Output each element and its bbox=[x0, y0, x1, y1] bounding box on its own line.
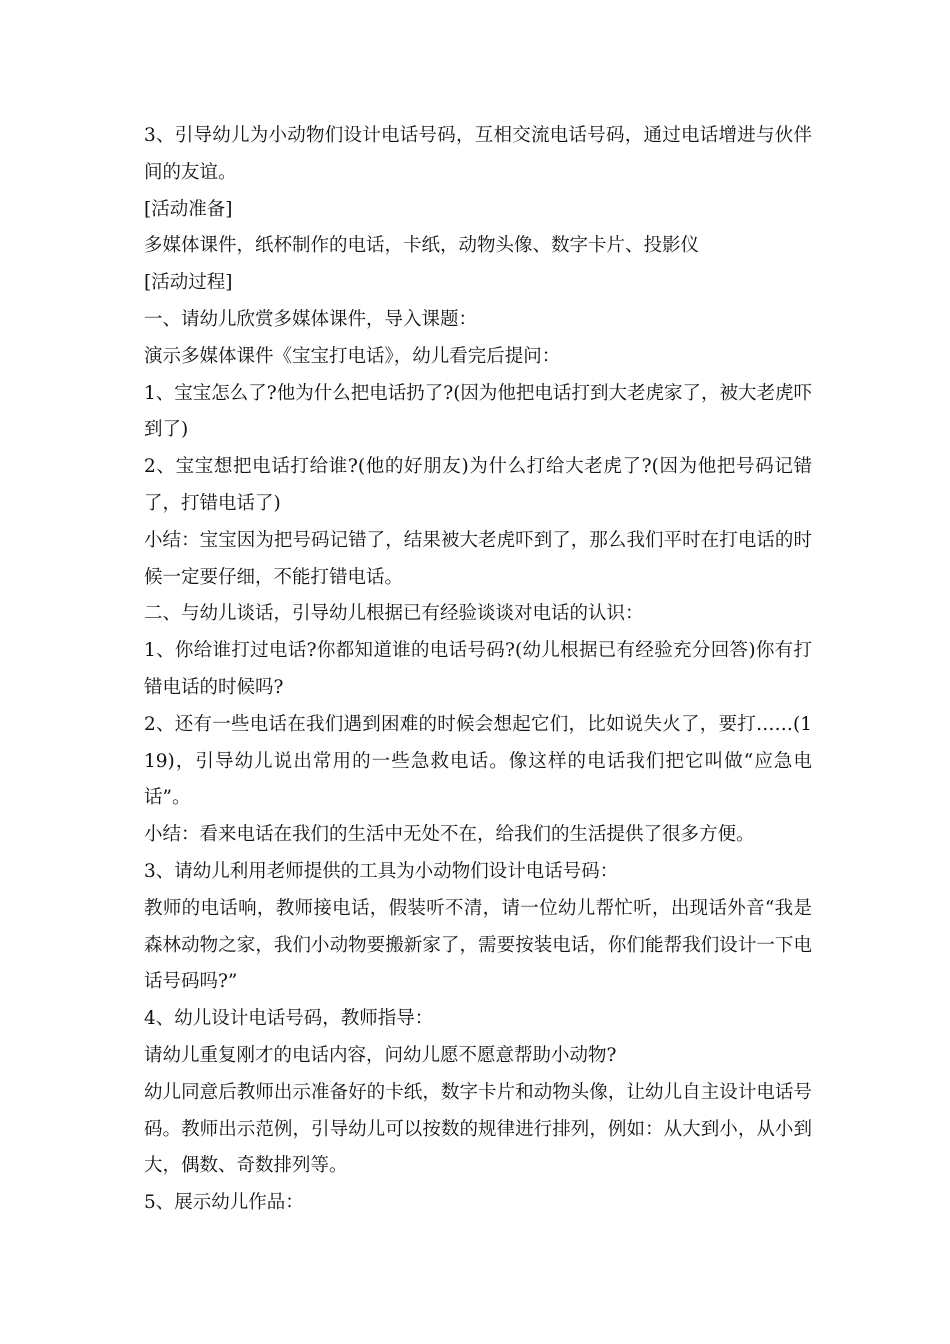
paragraph-materials: 多媒体课件，纸杯制作的电话，卡纸，动物头像、数字卡片、投影仪 bbox=[144, 235, 700, 257]
paragraph-step-1-heading: 一、请幼儿欣赏多媒体课件，导入课题： bbox=[144, 308, 478, 330]
paragraph-design-instructions: 幼儿同意后教师出示准备好的卡纸，数字卡片和动物头像，让幼儿自主设计电话号码。教师出示范例，引导幼儿可以按数的规律进行排列，例如：从大到小，从小到大，偶数、奇数排列等。 bbox=[144, 1081, 812, 1177]
section-heading-process: [活动过程] bbox=[144, 272, 233, 294]
paragraph-step-2-heading: 二、与幼儿谈话，引导幼儿根据已有经验谈谈对电话的认识： bbox=[144, 603, 644, 625]
paragraph-talk-1: 1、你给谁打过电话?你都知道谁的电话号码?(幼儿根据已有经验充分回答)你有打错电话的时候吗? bbox=[144, 640, 812, 698]
paragraph-summary-2: 小结：看来电话在我们的生活中无处不在，给我们的生活提供了很多方便。 bbox=[144, 824, 755, 846]
paragraph-step-1-intro: 演示多媒体课件《宝宝打电话》，幼儿看完后提问： bbox=[144, 345, 561, 367]
paragraph-step-3-heading: 3、请幼儿利用老师提供的工具为小动物们设计电话号码： bbox=[144, 860, 619, 882]
paragraph-question-1: 1、宝宝怎么了?他为什么把电话扔了?(因为他把电话打到大老虎家了，被大老虎吓到了) bbox=[144, 382, 812, 441]
paragraph-repeat-content: 请幼儿重复刚才的电话内容，问幼儿愿不愿意帮助小动物? bbox=[144, 1044, 617, 1066]
section-heading-preparation: [活动准备] bbox=[144, 198, 233, 220]
paragraph-summary-1: 小结：宝宝因为把号码记错了，结果被大老虎吓到了，那么我们平时在打电话的时候一定要仔细，不能打错电话。 bbox=[144, 529, 812, 588]
paragraph-talk-2: 2、还有一些电话在我们遇到困难的时候会想起它们，比如说失火了，要打……(119)，引导幼儿说出常用的一些急救电话。像这样的电话我们把它叫做“应急电话”。 bbox=[144, 713, 812, 809]
paragraph-step-4-heading: 4、幼儿设计电话号码，教师指导： bbox=[144, 1008, 434, 1030]
paragraph-step-5-heading: 5、展示幼儿作品： bbox=[144, 1192, 304, 1214]
paragraph-goal-3: 3、引导幼儿为小动物们设计电话号码，互相交流电话号码，通过电话增进与伙伴间的友谊。 bbox=[144, 125, 812, 183]
paragraph-phone-scenario: 教师的电话响，教师接电话，假装听不清，请一位幼儿帮忙听，出现话外音“我是森林动物之家，我们小动物要搬新家了，需要按装电话，你们能帮我们设计一下电话号码吗?” bbox=[144, 897, 812, 993]
paragraph-question-2: 2、宝宝想把电话打给谁?(他的好朋友)为什么打给大老虎了?(因为他把号码记错了，打错电话了) bbox=[144, 456, 812, 514]
document-body bbox=[144, 118, 812, 1222]
